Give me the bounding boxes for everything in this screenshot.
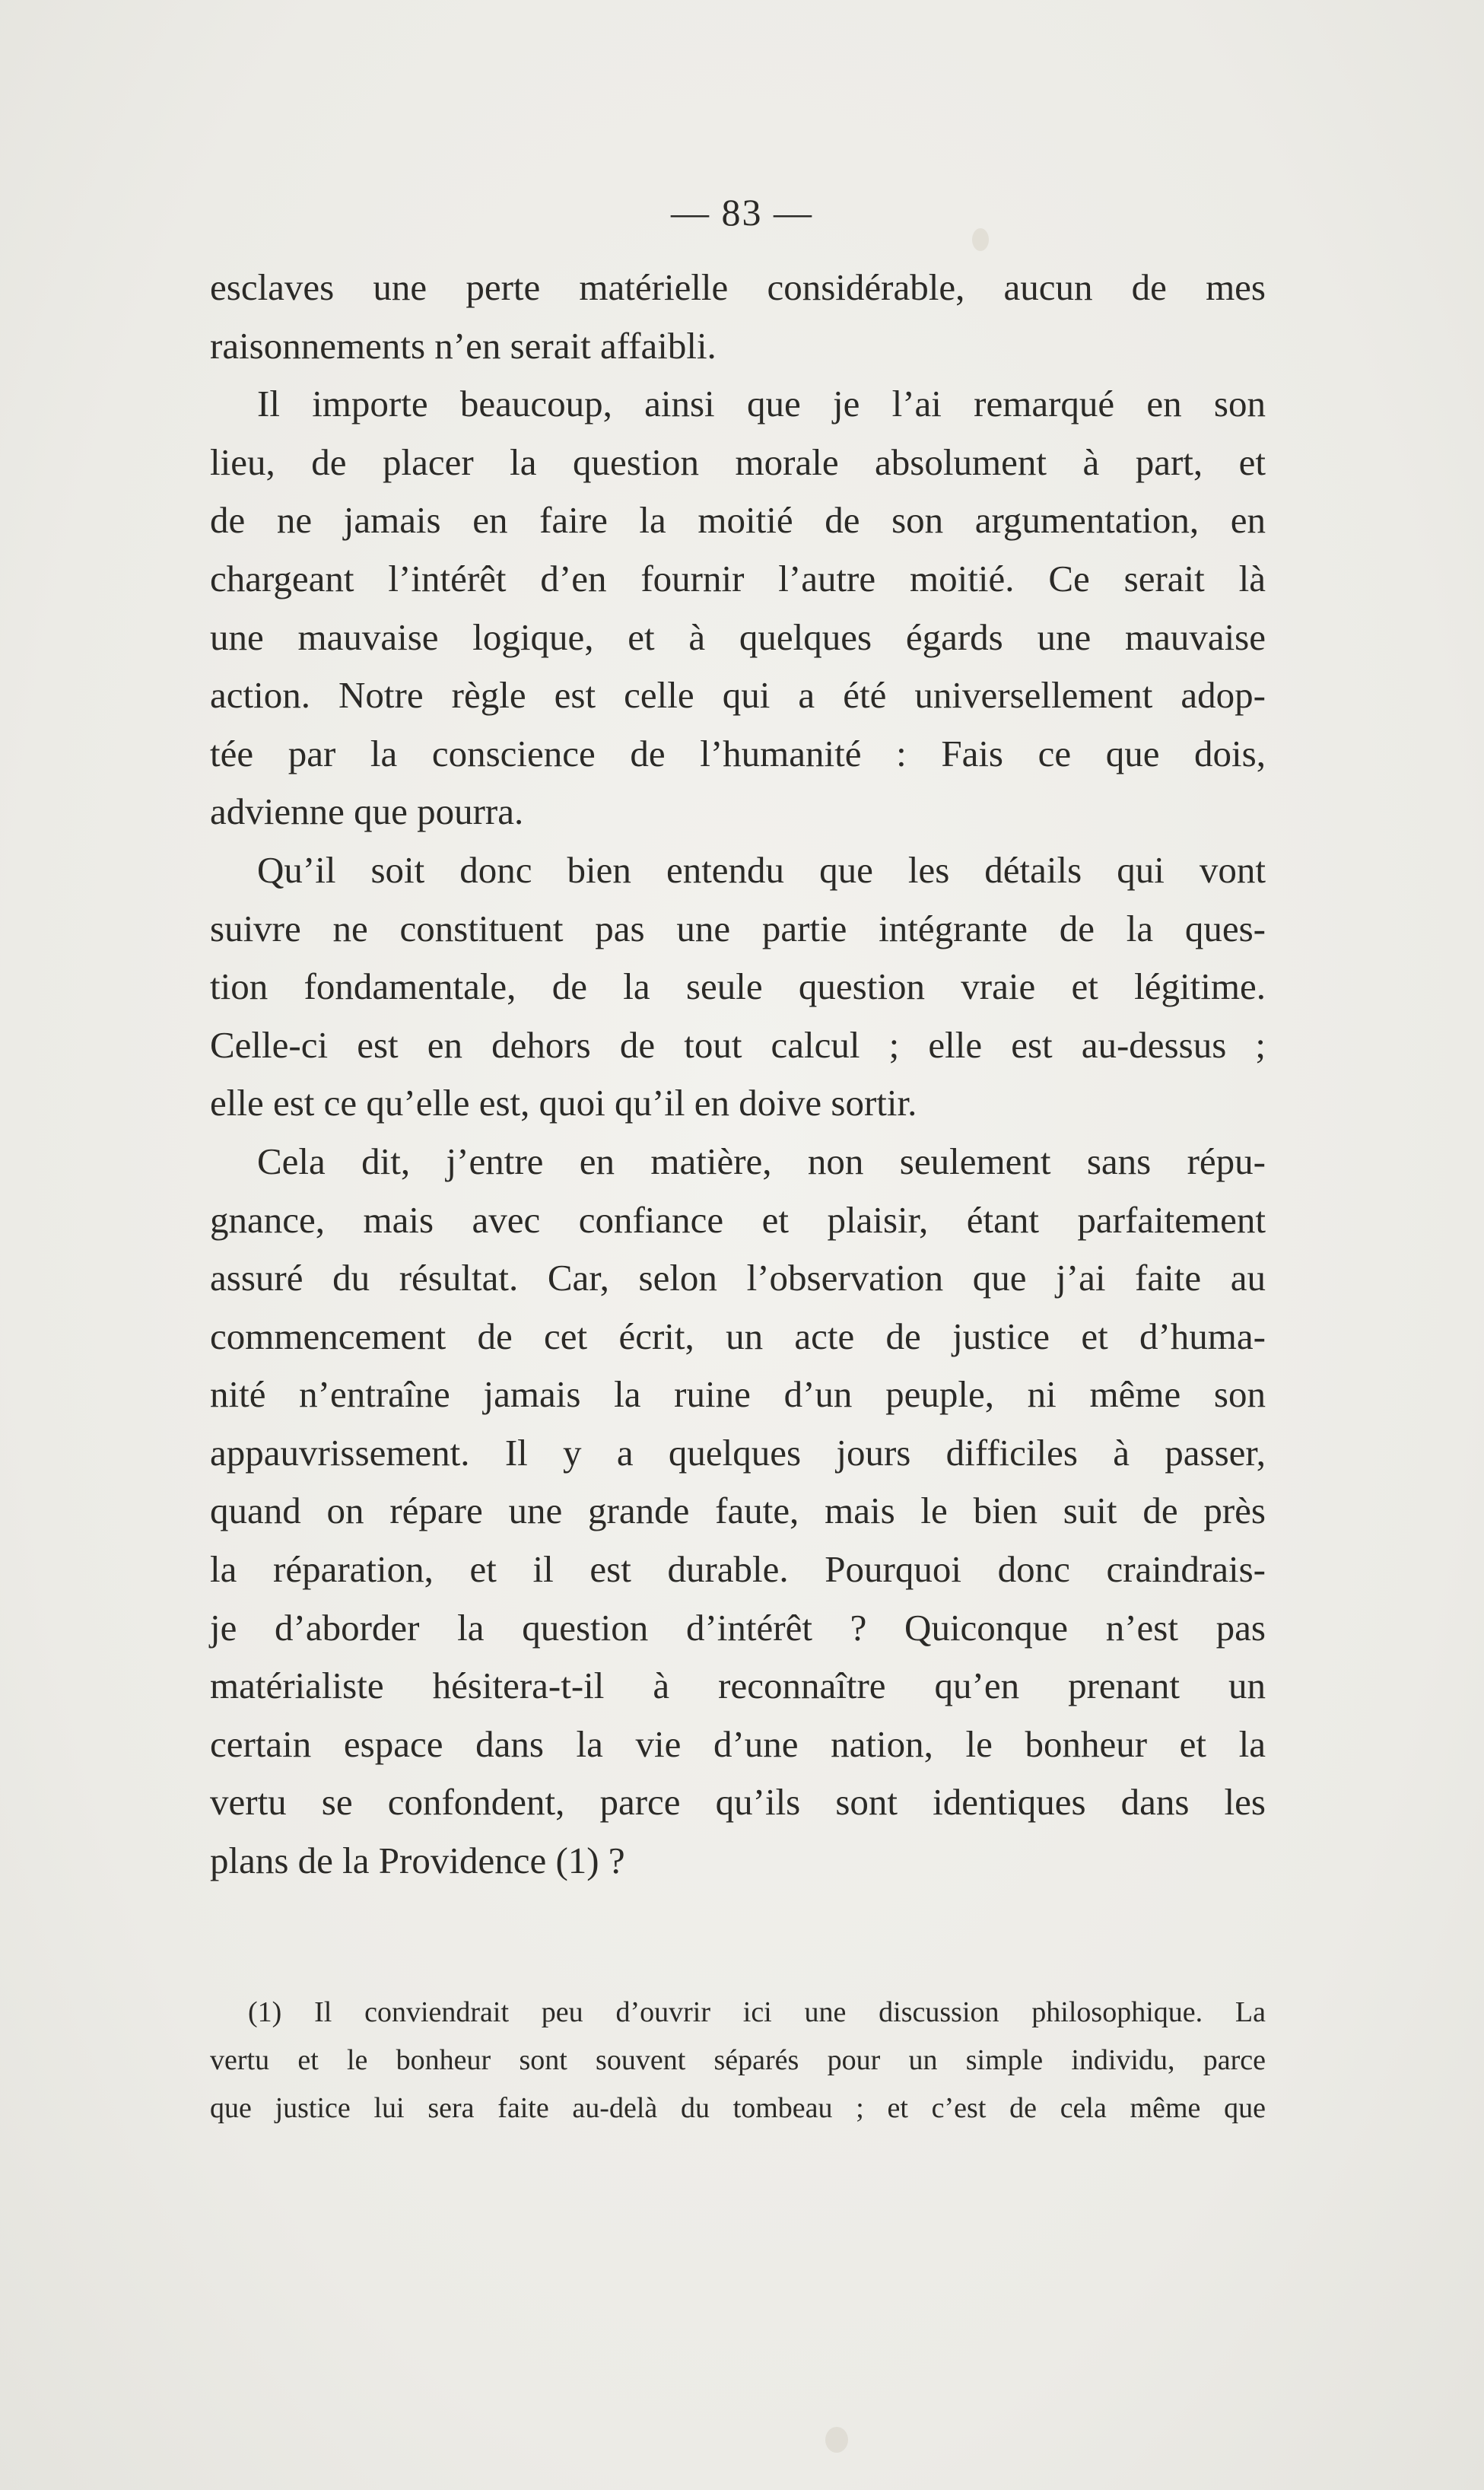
text-line: lieu, de placer la question morale absolument à part, et xyxy=(210,440,1266,483)
text-line: gnance, mais avec confiance et plaisir, étant parfaitement xyxy=(210,1198,1266,1241)
text-line: elle est ce qu’elle est, quoi qu’il en doive sortir. xyxy=(210,1082,917,1124)
text-line: la réparation, et il est durable. Pourquoi donc craindrais- xyxy=(210,1548,1266,1591)
text-line: suivre ne constituent pas une partie intégrante de la ques- xyxy=(210,907,1266,949)
text-line: quand on répare une grande faute, mais le bien suit de près xyxy=(210,1490,1266,1532)
text-line: assuré du résultat. Car, selon l’observation que j’ai faite au xyxy=(210,1257,1266,1299)
footnote-line: (1) Il conviendrait peu d’ouvrir ici une discussion philosophique. La xyxy=(248,1996,1266,2028)
text-line: de ne jamais en faire la moitié de son argumentation, en xyxy=(210,499,1266,542)
footnote-line: vertu et le bonheur sont souvent séparés pour un simple individu, parce xyxy=(210,2044,1266,2076)
paragraph-4 xyxy=(210,1133,1266,1891)
text-line: advienne que pourra. xyxy=(210,790,524,833)
paper-stain xyxy=(825,2427,848,2453)
text-line: matérialiste hésitera-t-il à reconnaître qu’en prenant un xyxy=(210,1665,1266,1707)
text-line: chargeant l’intérêt d’en fournir l’autre moitié. Ce serait là xyxy=(210,557,1266,599)
text-line: je d’aborder la question d’intérêt ? Quiconque n’est pas xyxy=(210,1606,1266,1649)
text-line: esclaves une perte matérielle considérable, aucun de mes xyxy=(210,266,1266,308)
text-line: une mauvaise logique, et à quelques égards une mauvaise xyxy=(210,615,1266,658)
page-number: — 83 — xyxy=(671,191,813,234)
text-line: Cela dit, j’entre en matière, non seulement sans répu- xyxy=(257,1140,1266,1182)
text-line: raisonnements n’en serait affaibli. xyxy=(210,324,717,367)
footnote xyxy=(210,1989,1266,2132)
text-line: Celle-ci est en dehors de tout calcul ; elle est au-dessus ; xyxy=(210,1023,1266,1066)
paragraph-2 xyxy=(210,375,1266,841)
text-line: commencement de cet écrit, un acte de justice et d’huma- xyxy=(210,1315,1266,1357)
text-line: action. Notre règle est celle qui a été universellement adop- xyxy=(210,674,1266,717)
text-line: Il importe beaucoup, ainsi que je l’ai remarqué en son xyxy=(257,383,1266,425)
paragraph-3 xyxy=(210,841,1266,1133)
body-text xyxy=(210,259,1266,1891)
text-line: Qu’il soit donc bien entendu que les détails qui vont xyxy=(257,848,1266,891)
text-line: appauvrissement. Il y a quelques jours difficiles à passer, xyxy=(210,1431,1266,1474)
text-line: tion fondamentale, de la seule question vraie et légitime. xyxy=(210,965,1266,1008)
paragraph-1 xyxy=(210,259,1266,375)
text-line: vertu se confondent, parce qu’ils sont identiques dans les xyxy=(210,1781,1266,1824)
text-line: tée par la conscience de l’humanité : Fais ce que dois, xyxy=(210,732,1266,774)
text-line: nité n’entraîne jamais la ruine d’un peuple, ni même son xyxy=(210,1373,1266,1416)
footnote-line: que justice lui sera faite au-delà du tombeau ; et c’est de cela même que xyxy=(210,2092,1266,2124)
text-line: certain espace dans la vie d’une nation, le bonheur et la xyxy=(210,1722,1266,1765)
text-line: plans de la Providence (1) ? xyxy=(210,1840,625,1882)
